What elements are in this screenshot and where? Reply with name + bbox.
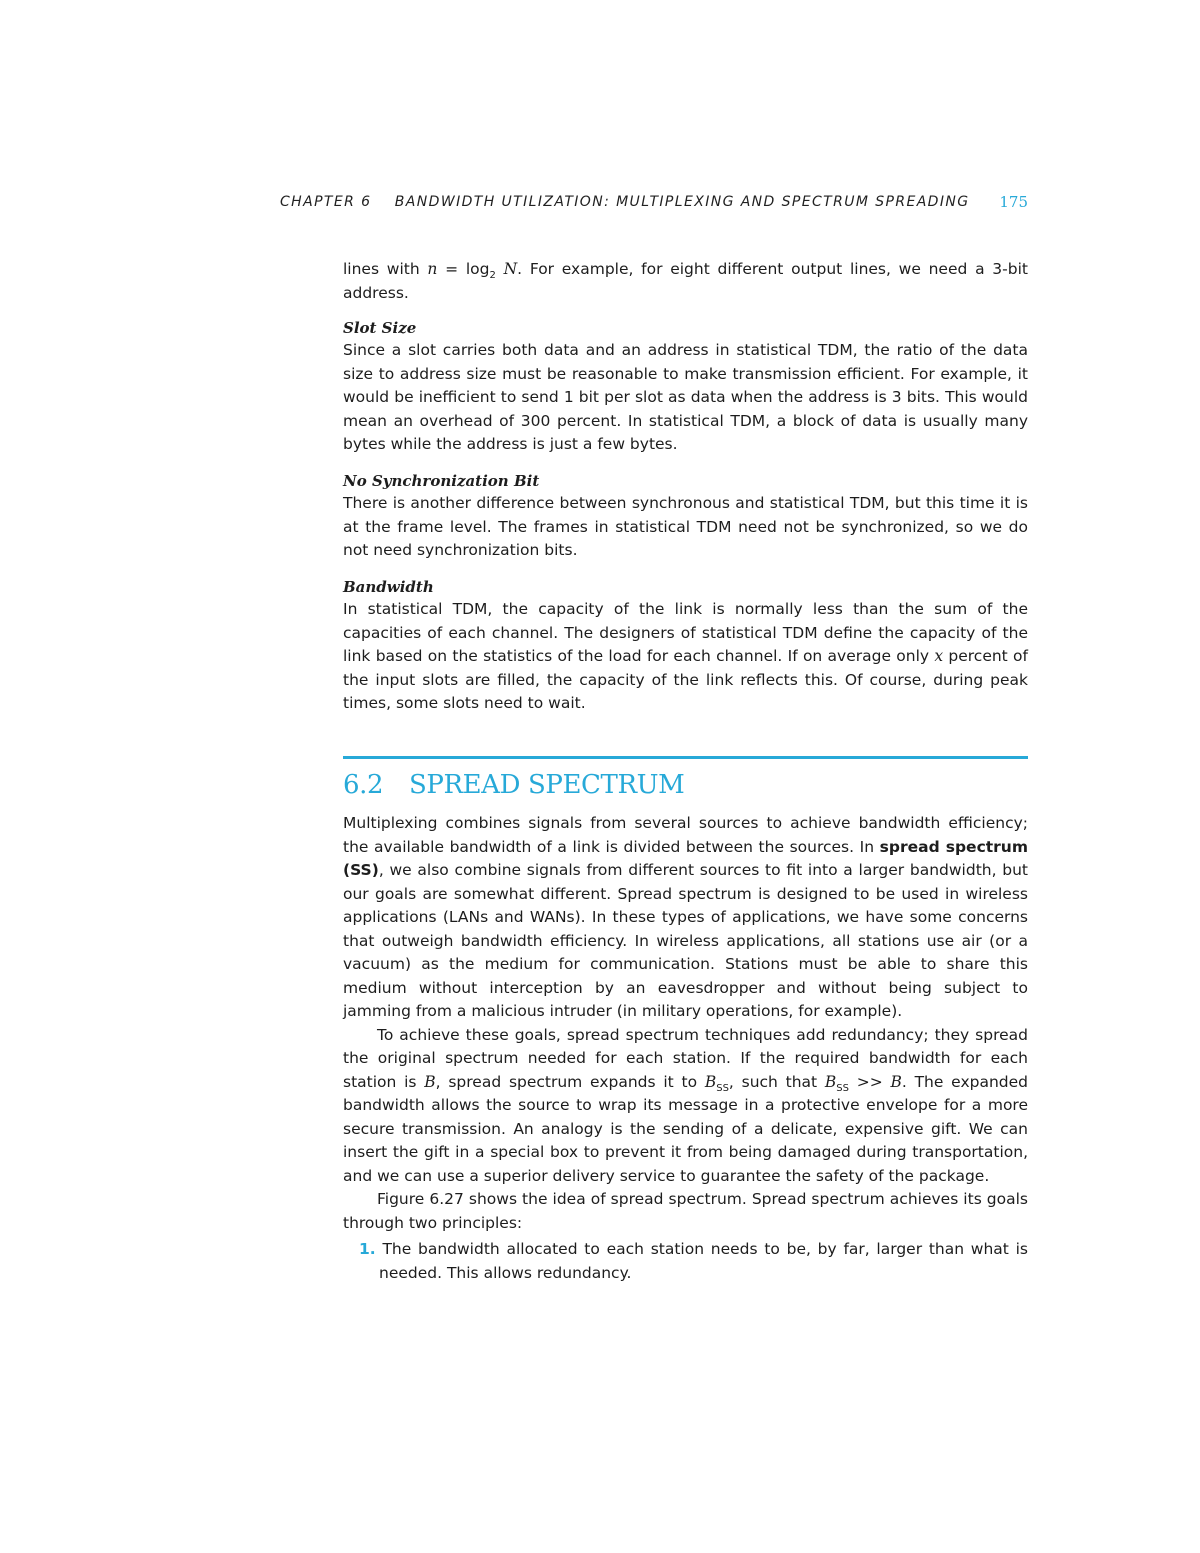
list-item (343, 1238, 1028, 1285)
list-number: 1. (359, 1240, 376, 1258)
slot-size-heading: Slot Size (343, 319, 417, 337)
intro-text-1: lines with (343, 260, 428, 278)
section-title (343, 770, 684, 800)
p2-text-c: , such that (728, 1072, 825, 1091)
section-paragraph-1 (343, 812, 1028, 1024)
p2-text-e: . The expanded bandwidth allows the source to wrap its message in a protective envelope for a more secure transmission. An analogy is the sending of a delicate, expensive gift. We can insert the gift in a special box to prevent it from being damaged during transportation, and we can use a superior delivery service to guarantee the safety of the package. (343, 1072, 1028, 1185)
section-paragraph-3: Figure 6.27 shows the idea of spread spectrum. Spread spectrum achieves its goals through two principles: (343, 1190, 1028, 1232)
var-B: B (424, 1072, 436, 1091)
bandwidth-heading: Bandwidth (343, 578, 434, 596)
bandwidth-text-1: In statistical TDM, the capacity of the link is normally less than the sum of the capacities of each channel. The designers of statistical TDM define the capacity of the link based on the statistics of the load for each channel. If on average only (343, 600, 1028, 665)
slot-size-section (343, 317, 1028, 457)
running-head-text: CHAPTER 6 BANDWIDTH UTILIZATION: MULTIPLEXING AND SPECTRUM SPREADING (280, 194, 970, 210)
slot-size-body: Since a slot carries both data and an address in statistical TDM, the ratio of the data size to address size must be reasonable to make transmission efficient. For example, it would be inefficient to send 1 bit per slot as data when the address is 3 bits. This would mean an overhead of 300 percent. In statistical TDM, a block of data is usually many bytes while the address is just a few bytes. (343, 341, 1028, 453)
var-B-2: B (890, 1072, 902, 1091)
intro-paragraph (343, 258, 1028, 305)
intro-text-2: . For example, for eight different output lines, we need a 3-bit address. (343, 260, 1028, 302)
bandwidth-section (343, 576, 1028, 716)
subscript-ss: SS (716, 1082, 729, 1094)
section-rule (343, 756, 1028, 759)
section-body (343, 812, 1028, 1285)
bandwidth-text-2: percent of the input slots are filled, the capacity of the link reflects this. Of course, during peak times, some slots need to wait. (343, 647, 1028, 712)
section-number: 6.2 (343, 770, 384, 800)
p1-text-b: , we also combine signals from different sources to fit into a larger bandwidth, but our goals are somewhat different. Spread spectrum is designed to be used in wireless applications (LANs and WANs). In these types of applications, we have some concerns that outweigh bandwidth efficiency. In wireless applications, all stations use air (or a vacuum) as the medium for communication. Stations must be able to share this medium without interception by an eavesdropper and without being subject to jamming from a malicious intruder (in military operations, for example). (343, 861, 1028, 1020)
p1-text-a: Multiplexing combines signals from several sources to achieve bandwidth efficiency; the available bandwidth of a link is divided between the sources. In (343, 814, 1028, 856)
var-n: n (427, 260, 438, 278)
running-head (280, 194, 1028, 210)
p2-gg: >> (848, 1072, 891, 1091)
p2-text-a: To achieve these goals, spread spectrum techniques add redundancy; they spread the original spectrum needed for each station. If the required bandwidth for each station is (343, 1025, 1028, 1091)
no-sync-heading: No Synchronization Bit (343, 472, 540, 490)
bandwidth-body (343, 598, 1028, 716)
intro-text (343, 258, 1028, 305)
page-number: 175 (999, 193, 1028, 211)
subscript-ss-2: SS (836, 1082, 849, 1094)
var-x: x (934, 647, 944, 665)
section-title-text: SPREAD SPECTRUM (409, 770, 685, 800)
list-text: The bandwidth allocated to each station needs to be, by far, larger than what is needed. This allows redundancy. (379, 1240, 1028, 1282)
var-Bss-2: B (824, 1072, 837, 1091)
no-sync-body: There is another difference between synchronous and statistical TDM, but this time it is at the frame level. The frames in statistical TDM need not be synchronized, so we do not need synchronization bits. (343, 494, 1028, 559)
var-Bss: B (704, 1072, 717, 1091)
intro-text-log: = log (437, 260, 490, 278)
no-sync-section (343, 470, 1028, 563)
section-paragraph-2 (343, 1024, 1028, 1189)
p2-text-b: , spread spectrum expands it to (435, 1072, 705, 1091)
log-base: 2 (489, 270, 496, 282)
keyword-spread-spectrum: spread spectrum (SS) (343, 837, 1028, 879)
var-N: N (495, 260, 518, 278)
